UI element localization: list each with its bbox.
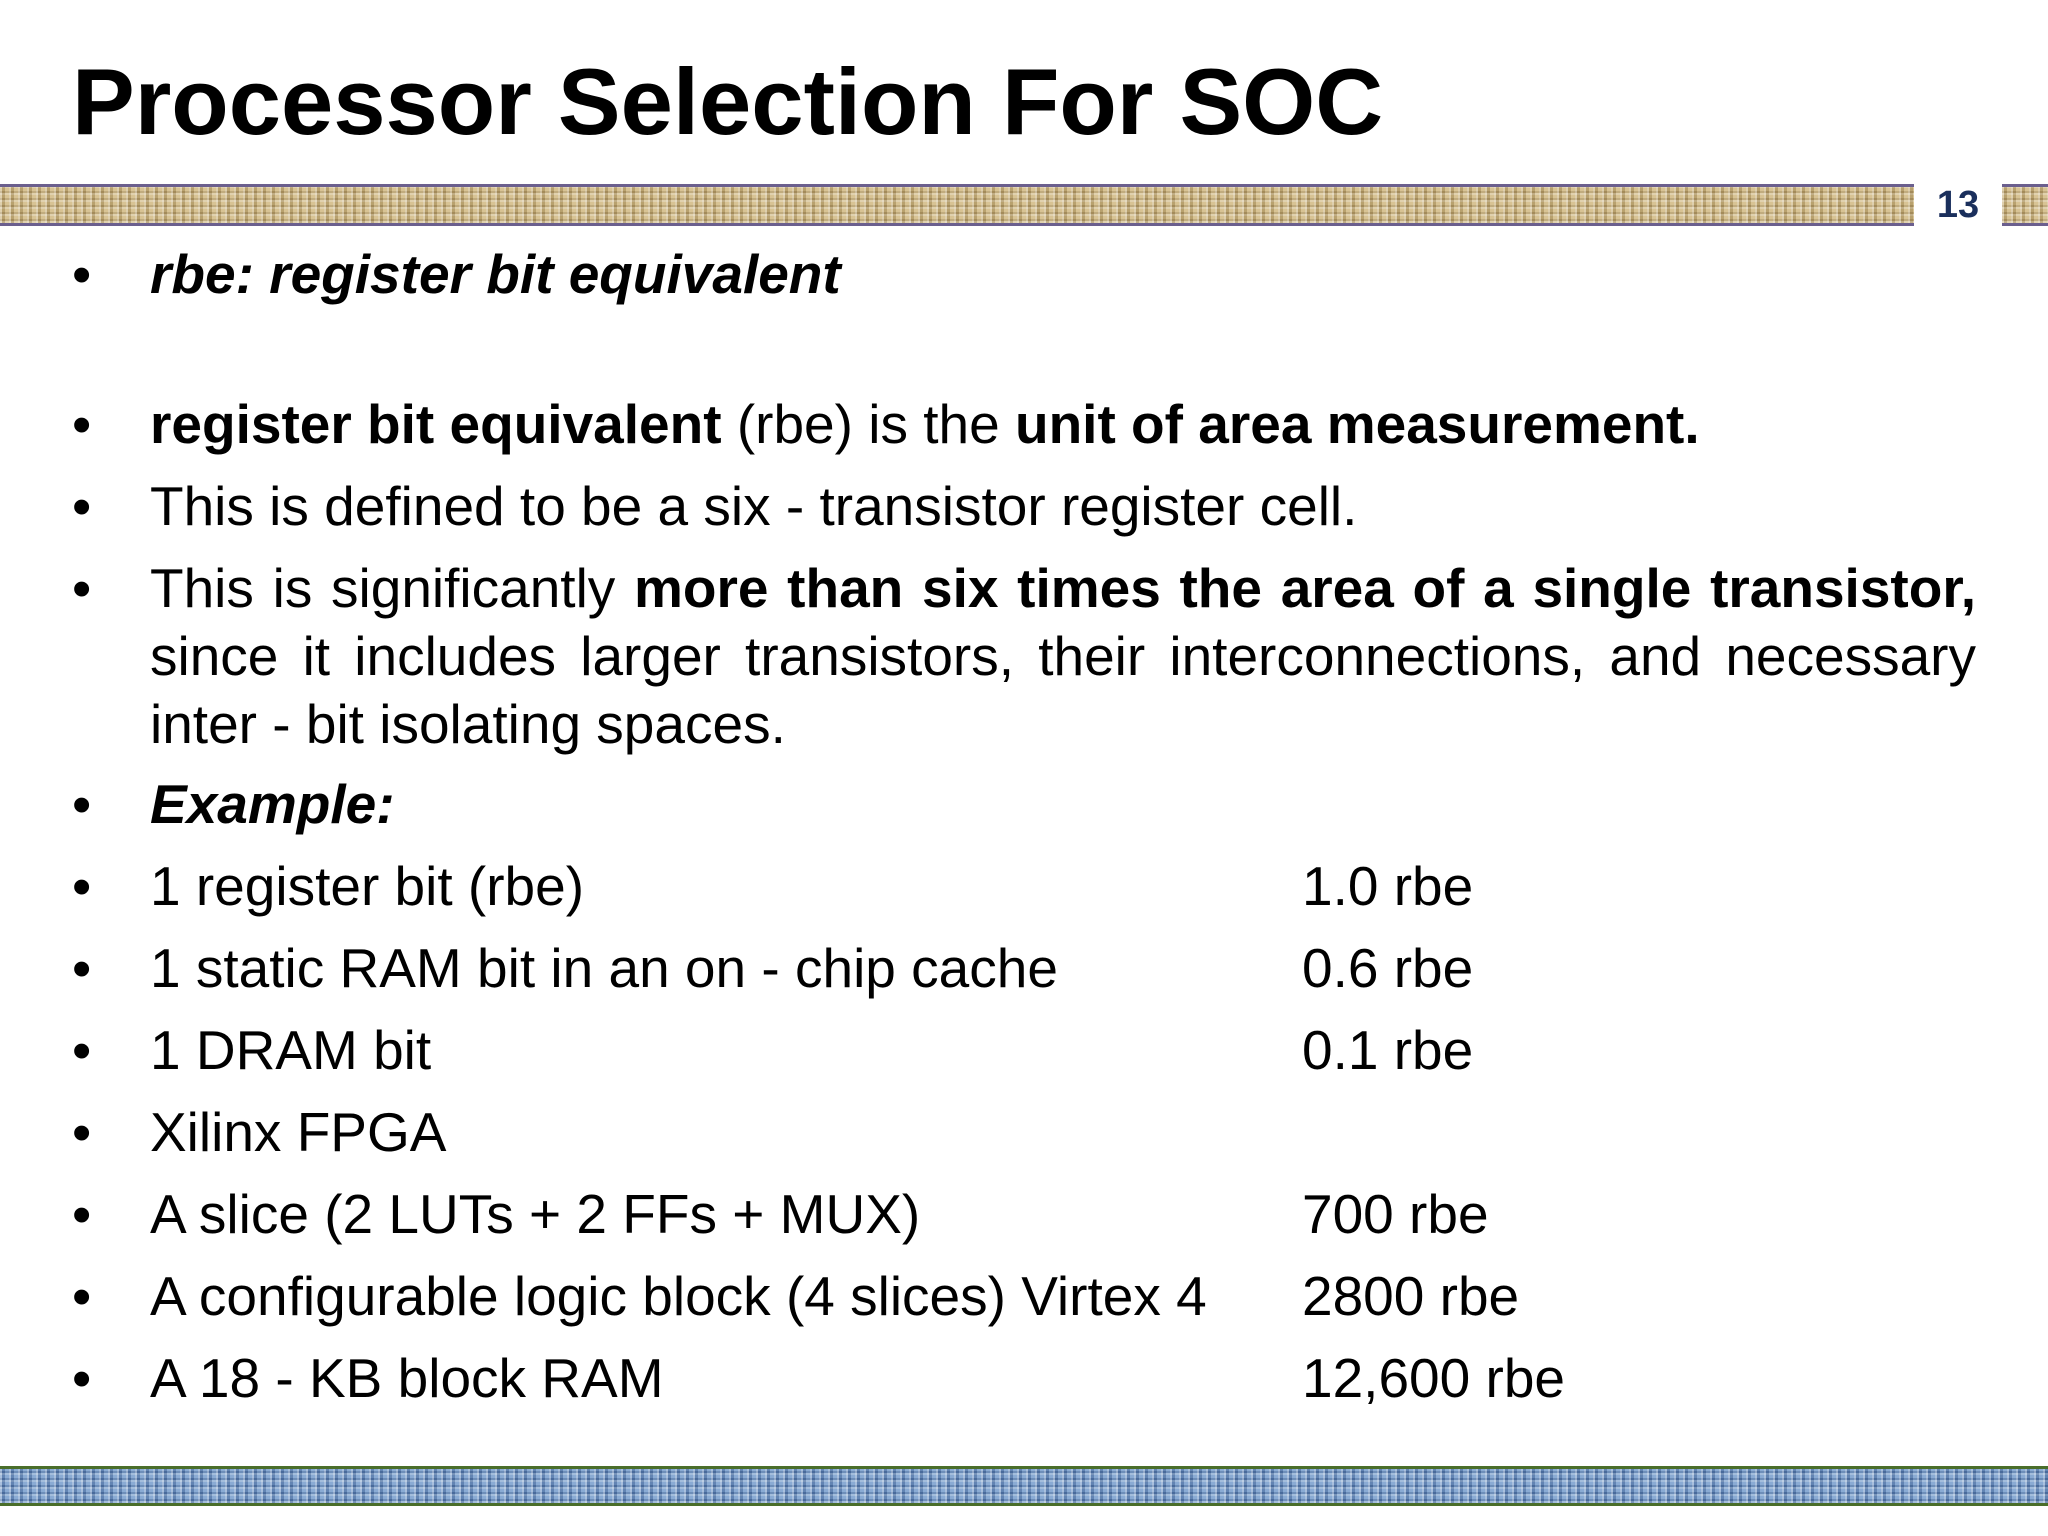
- example-row: [72, 1180, 1976, 1248]
- rbe-heading-text: rbe: register bit equivalent: [150, 243, 841, 305]
- top-band-left-texture: [0, 184, 1914, 226]
- example-row: [72, 852, 1976, 920]
- bottom-decorative-band: [0, 1466, 2048, 1506]
- example-row: [72, 1262, 1976, 1330]
- example-label: A configurable logic block (4 slices) Virtex 4: [150, 1265, 1207, 1327]
- example-row: [72, 1016, 1976, 1084]
- bullet-dot-icon: •: [72, 243, 92, 305]
- bullet-dot-icon: •: [72, 773, 92, 835]
- bullet-dot-icon: •: [72, 557, 92, 619]
- bullet-list: [72, 240, 1976, 1426]
- example-label: A slice (2 LUTs + 2 FFs + MUX): [150, 1183, 921, 1245]
- bullet-dot-icon: •: [72, 475, 92, 537]
- top-decorative-band: [0, 184, 2048, 226]
- slide-number: 13: [1914, 184, 2002, 226]
- bullet-dot-icon: •: [72, 1183, 92, 1245]
- area-note-paragraph: [150, 554, 1976, 758]
- area-note-tail: since it includes larger transistors, their interconnections, and necessary inter - bit isolating spaces.: [150, 625, 1976, 755]
- example-label: 1 register bit (rbe): [150, 855, 585, 917]
- bullet-dot-icon: •: [72, 1347, 92, 1409]
- definition-term: register bit equivalent: [150, 393, 722, 455]
- example-value: 12,600 rbe: [1302, 1347, 1565, 1409]
- six-transistor-text: This is defined to be a six - transistor register cell.: [150, 475, 1358, 537]
- example-value: 0.6 rbe: [1302, 937, 1474, 999]
- bullet-dot-icon: •: [72, 855, 92, 917]
- example-value: 1.0 rbe: [1302, 855, 1474, 917]
- example-heading-text: Example:: [150, 773, 395, 835]
- bullet-area-note: [72, 554, 1976, 758]
- example-label: 1 static RAM bit in an on - chip cache: [150, 937, 1058, 999]
- example-label: 1 DRAM bit: [150, 1019, 432, 1081]
- example-row: [72, 1344, 1976, 1412]
- area-note-emphasis: more than six times the area of a single transistor,: [634, 557, 1976, 619]
- bullet-definition: [72, 390, 1976, 458]
- bullet-rbe-heading: [72, 240, 1976, 308]
- example-label: A 18 - KB block RAM: [150, 1347, 664, 1409]
- example-label: Xilinx FPGA: [150, 1101, 447, 1163]
- definition-emphasis: unit of area measurement.: [1014, 393, 1700, 455]
- example-row: [72, 934, 1976, 1002]
- bullet-six-transistor: [72, 472, 1976, 540]
- definition-middle: (rbe) is the: [721, 393, 1015, 455]
- bullet-dot-icon: •: [72, 937, 92, 999]
- area-note-lead: This is significantly: [150, 557, 634, 619]
- bullet-dot-icon: •: [72, 1101, 92, 1163]
- example-value: 700 rbe: [1302, 1183, 1489, 1245]
- example-value: 2800 rbe: [1302, 1265, 1520, 1327]
- bullet-dot-icon: •: [72, 393, 92, 455]
- bullet-example-heading: [72, 770, 1976, 838]
- slide-title: Processor Selection For SOC: [72, 49, 1384, 154]
- bullet-dot-icon: •: [72, 1265, 92, 1327]
- top-band-right-texture: [2002, 184, 2048, 226]
- example-value: 0.1 rbe: [1302, 1019, 1474, 1081]
- example-row: [72, 1098, 1976, 1166]
- bullet-dot-icon: •: [72, 1019, 92, 1081]
